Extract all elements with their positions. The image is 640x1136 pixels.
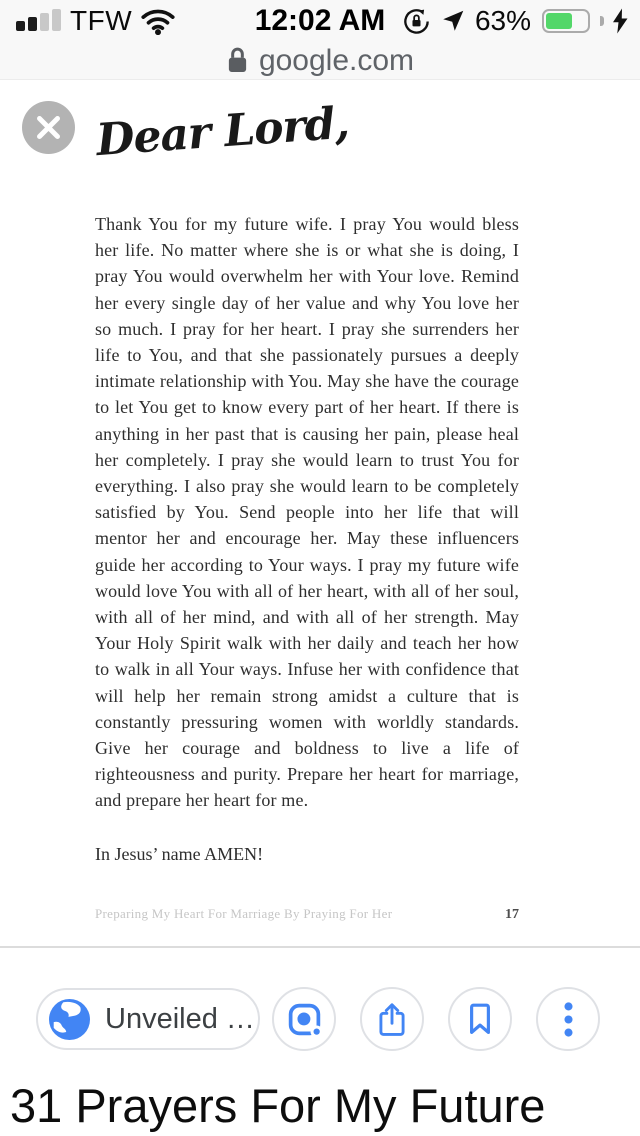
bookmark-icon [466,1002,494,1036]
carrier-label: TFW [70,5,133,36]
share-button[interactable] [360,987,424,1051]
close-button[interactable] [22,101,75,154]
location-arrow-icon [440,8,466,34]
book-footer-title: Preparing My Heart For Marriage By Praying For Her [95,906,393,921]
menu-button[interactable] [536,987,600,1051]
close-icon [35,114,62,141]
cellular-signal-icon [16,9,61,33]
wifi-icon [141,8,175,35]
ssl-lock-icon [226,46,249,75]
charging-bolt-icon [613,8,628,34]
url-bar[interactable] [0,42,640,79]
page-heading: Dear Lord, [94,97,351,167]
closing-line: In Jesus’ name AMEN! [95,844,264,864]
bottom-toolbar [0,986,640,1052]
battery-percent-label: 63% [474,5,531,36]
share-icon [376,1001,408,1038]
battery-icon [542,9,590,33]
battery-nub [600,16,604,26]
divider [0,946,640,948]
status-left-cluster [16,5,175,37]
clock: 12:02 AM [254,4,386,37]
globe-icon [49,999,90,1040]
site-button-label: Unveiled … [105,1002,255,1035]
url-domain: google.com [258,43,415,77]
status-bar [0,0,640,42]
prayer-text: Thank You for my future wife. I pray You would bless her life. No matter where she is or what she is doing, I pray You would overwhelm her with Your love. Remind her every single day of her value and why You love her so much. I pray for her heart. I pray she surrenders her life to You, and that she passionately pursues a deeply intimate relationship with You. May she have the courage to let You get to know every part of her heart. If there is anything in her past that is causing her pain, please heal her completely. I pray she would learn to trust You for everything. I also pray she would learn to be completely satisfied by You. Send people into her life that will mentor her and encourage her. May these influencers guide her according to Your ways. I pray my future wife would love You with all of her heart, with all of her soul, with all of her mind, and with all of her strength. May Your Holy Spirit walk with her daily and teach her how to walk in all Your ways. Infuse her with confidence that will help her remain strong amidst a culture that is constantly pressuring women with worldly standards. Give her courage and boldness to live a life of righteousness and purity. Prepare her heart for marriage, and prepare her heart for me. [95,214,519,811]
google-lens-icon [286,1001,323,1038]
result-title[interactable]: 31 Prayers For My Future [10,1079,546,1132]
vertical-dots-menu-icon [563,1001,574,1038]
rotation-lock-icon [402,7,431,36]
book-footer [95,906,519,923]
page-number: 17 [505,907,519,922]
site-button[interactable] [36,988,260,1050]
lens-button[interactable] [272,987,336,1051]
bookmark-button[interactable] [448,987,512,1051]
status-right-cluster [402,5,628,37]
browser-header [0,0,640,80]
